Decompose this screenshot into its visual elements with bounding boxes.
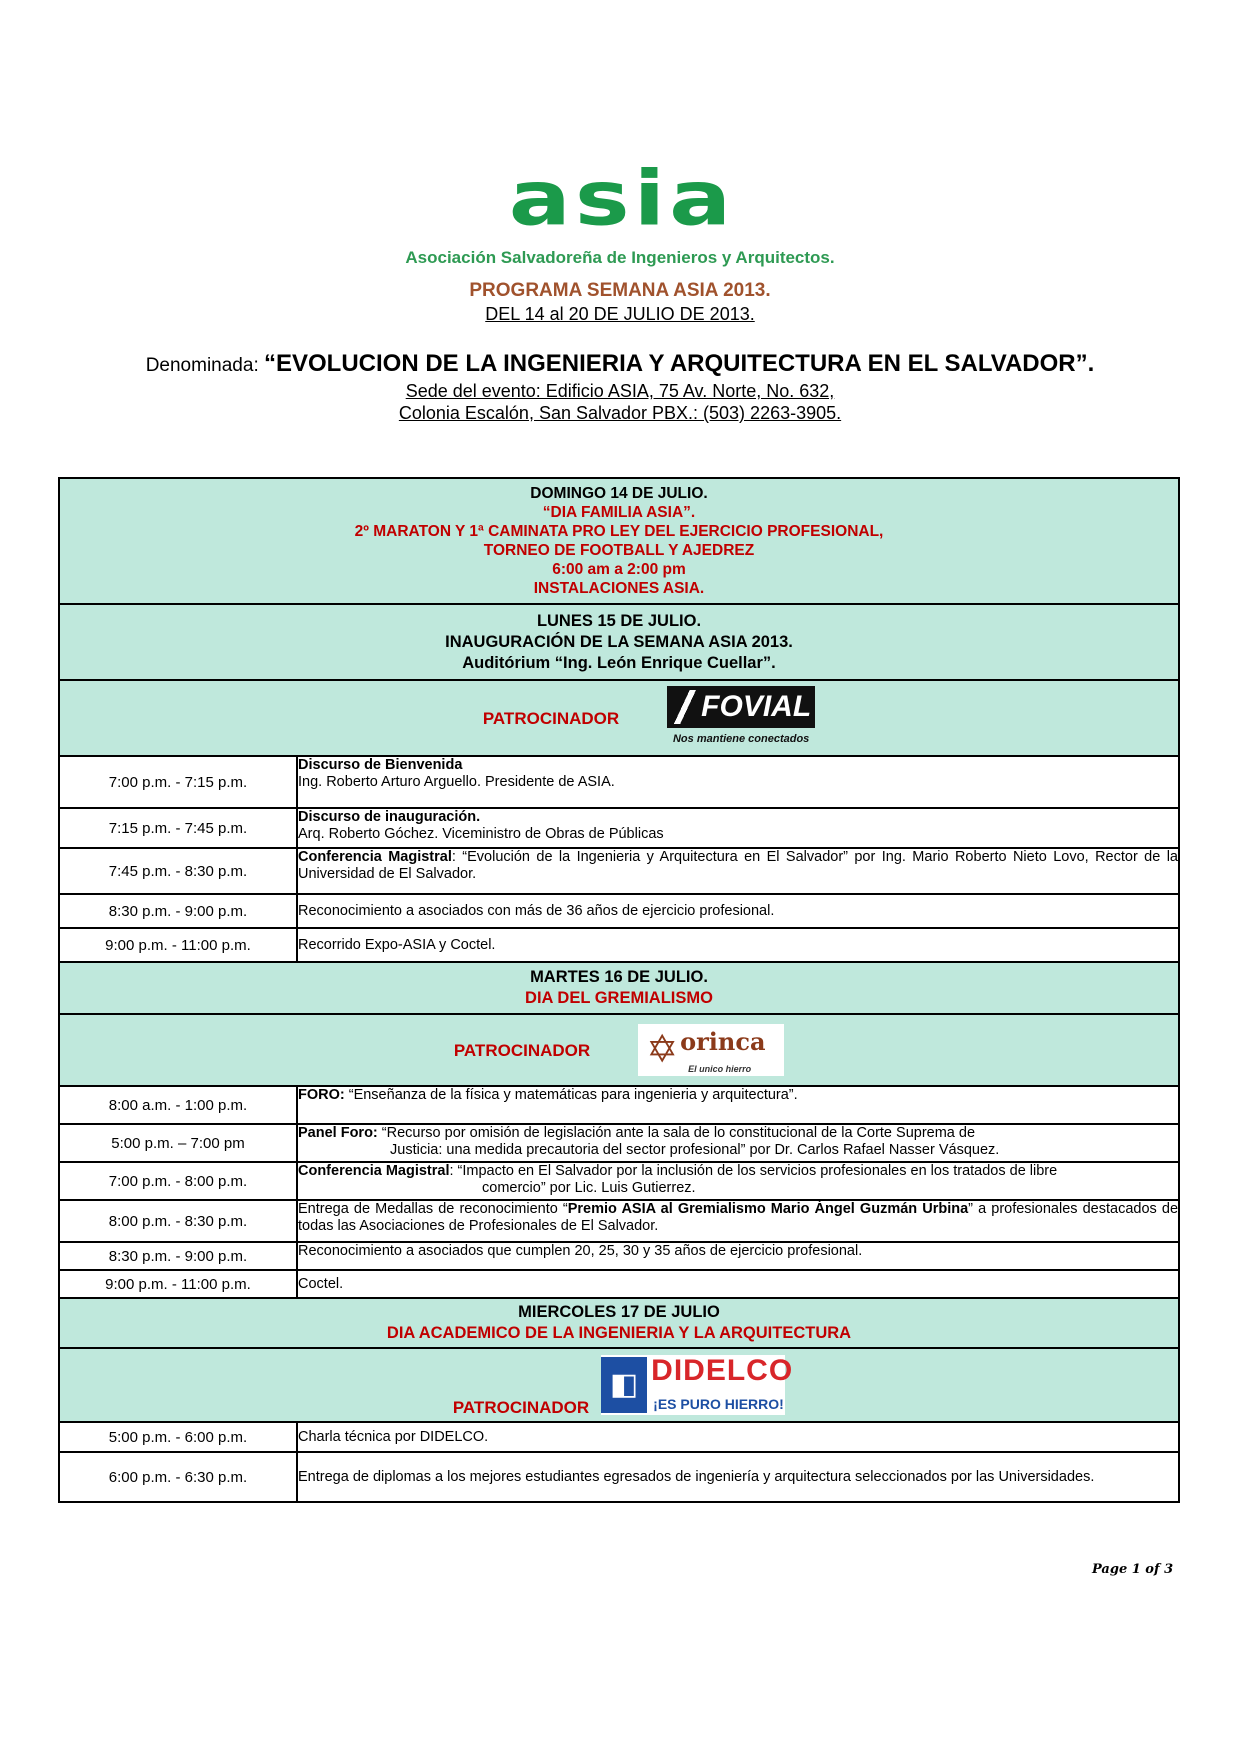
table-row: [59, 1452, 1179, 1502]
wednesday-sponsor: [59, 1348, 1179, 1422]
row-description: [297, 756, 1179, 808]
table-row: [59, 1124, 1179, 1162]
row-time: 8:00 a.m. - 1:00 p.m.: [59, 1086, 297, 1124]
corinca-tagline: El unico hierro: [688, 1064, 752, 1074]
sunday-hours: 6:00 am a 2:00 pm: [552, 561, 686, 578]
didelco-logo: [601, 1354, 794, 1415]
table-row: [59, 1200, 1179, 1242]
row-text: Ing. Roberto Arturo Arguello. Presidente de ASIA.: [298, 774, 615, 790]
wednesday-theme: DIA ACADEMICO DE LA INGENIERIA Y LA ARQUITECTURA: [386, 1324, 852, 1342]
venue-line-2: Colonia Escalón, San Salvador PBX.: (503) 2263-3905.: [398, 403, 842, 423]
row-description: Entrega de diplomas a los mejores estudiantes egresados de ingeniería y arquitectura seleccionados por las Universidades.: [297, 1452, 1179, 1502]
row-text: : “Impacto en El Salvador por la inclusión de los servicios profesionales en los tratados de libre: [449, 1163, 1058, 1179]
row-description: [297, 1162, 1179, 1200]
row-title: Discurso de Bienvenida: [298, 757, 463, 773]
row-text-continued: Justicia: una medida precautoria del sector profesional” por Dr. Carlos Rafael Nasser Vásquez.: [390, 1142, 1000, 1158]
table-row: [59, 848, 1179, 894]
sunday-header: [59, 478, 1179, 604]
wednesday-day: MIERCOLES 17 DE JULIO: [518, 1303, 720, 1321]
row-text-continued: comercio” por Lic. Luis Gutierrez.: [482, 1180, 696, 1196]
didelco-tagline: ¡ES PURO HIERRO!: [653, 1396, 784, 1412]
tuesday-header: [59, 962, 1179, 1014]
row-description: Recorrido Expo-ASIA y Coctel.: [297, 928, 1179, 962]
sponsor-label: PATROCINADOR: [453, 1040, 591, 1060]
program-table: [58, 477, 1180, 1503]
table-row: [59, 928, 1179, 962]
row-time: 7:15 p.m. - 7:45 p.m.: [59, 808, 297, 848]
sunday-header-row: [59, 478, 1179, 604]
table-row: [59, 1162, 1179, 1200]
row-time: 5:00 p.m. - 6:00 p.m.: [59, 1422, 297, 1452]
row-text: Entrega de Medallas de reconocimiento “: [298, 1201, 568, 1217]
venue-line-1: Sede del evento: Edificio ASIA, 75 Av. Norte, No. 632,: [405, 381, 835, 401]
fovial-logo-text: FOVIAL: [701, 690, 812, 723]
row-time: 7:00 p.m. - 7:15 p.m.: [59, 756, 297, 808]
row-text-continued: ” a profesionales destacados de todas las Asociaciones de Profesionales de El Salvador.: [298, 1201, 1179, 1234]
table-row: [59, 808, 1179, 848]
table-row: [59, 1086, 1179, 1124]
row-description: Coctel.: [297, 1270, 1179, 1298]
row-title: FORO:: [298, 1087, 345, 1103]
row-description: Reconocimiento a asociados que cumplen 20, 25, 30 y 35 años de ejercicio profesional.: [297, 1242, 1179, 1270]
row-text: “Recurso por omisión de legislación ante la sala de lo constitucional de la Corte Suprema de: [377, 1125, 976, 1141]
program-dates: DEL 14 al 20 DE JULIO DE 2013.: [485, 304, 755, 324]
monday-venue: Auditórium “Ing. León Enrique Cuellar”.: [462, 653, 776, 672]
row-description: [297, 1086, 1179, 1124]
row-text: “Enseñanza de la física y matemáticas para ingenieria y arquitectura”.: [344, 1087, 798, 1103]
table-row: [59, 894, 1179, 928]
didelco-figure-icon: ◧: [601, 1357, 647, 1413]
row-description: Reconocimiento a asociados con más de 36 años de ejercicio profesional.: [297, 894, 1179, 928]
table-row: [59, 1242, 1179, 1270]
page-number: Page 1 of 3: [1092, 1562, 1174, 1577]
row-time: 9:00 p.m. - 11:00 p.m.: [59, 1270, 297, 1298]
table-row: [59, 756, 1179, 808]
row-title: Conferencia Magistral: [298, 1163, 450, 1179]
table-row: [59, 1270, 1179, 1298]
sponsor-label: PATROCINADOR: [482, 708, 620, 728]
row-time: 8:00 p.m. - 8:30 p.m.: [59, 1200, 297, 1242]
row-time: 9:00 p.m. - 11:00 p.m.: [59, 928, 297, 962]
row-title: Conferencia Magistral: [298, 849, 452, 865]
row-text: : “Evolución de la Ingenieria y Arquitectura en El Salvador” por Ing. Mario Roberto Nieto Lovo, Rector de la Universidad de El Salvador.: [298, 849, 1178, 882]
wednesday-sponsor-row: [59, 1348, 1179, 1422]
sponsor-label: PATROCINADOR: [452, 1398, 590, 1417]
tuesday-sponsor: [59, 1014, 1179, 1086]
row-description: [297, 848, 1179, 894]
wednesday-header: [59, 1298, 1179, 1348]
didelco-logo-text: DIDELCO: [651, 1354, 794, 1387]
denomination: [0, 350, 1240, 378]
fovial-tagline: Nos mantiene conectados: [672, 733, 810, 745]
row-time: 7:45 p.m. - 8:30 p.m.: [59, 848, 297, 894]
row-description: [297, 808, 1179, 848]
sunday-event-2: TORNEO DE FOOTBALL Y AJEDREZ: [483, 542, 755, 559]
row-award-name: Premio ASIA al Gremialismo Mario Ángel Guzmán Urbina: [567, 1201, 969, 1217]
row-time: 7:00 p.m. - 8:00 p.m.: [59, 1162, 297, 1200]
corinca-logo: [638, 1024, 784, 1076]
venue: [0, 380, 1240, 424]
sunday-theme: “DIA FAMILIA ASIA”.: [542, 504, 696, 521]
denomination-title: “EVOLUCION DE LA INGENIERIA Y ARQUITECTURA EN EL SALVADOR”.: [264, 350, 1095, 377]
tuesday-day: MARTES 16 DE JULIO.: [530, 968, 708, 986]
fovial-slash-icon: [673, 690, 699, 724]
monday-header: [59, 604, 1179, 680]
monday-sponsor: [59, 680, 1179, 756]
row-title: Discurso de inauguración.: [298, 809, 481, 825]
monday-day: LUNES 15 DE JULIO.: [536, 611, 702, 630]
sunday-day: DOMINGO 14 DE JULIO.: [530, 485, 708, 502]
fovial-logo: [667, 686, 815, 750]
row-time: 8:30 p.m. - 9:00 p.m.: [59, 1242, 297, 1270]
sunday-event-1: 2º MARATON Y 1ª CAMINATA PRO LEY DEL EJERCICIO PROFESIONAL,: [354, 523, 884, 540]
row-time: 6:00 p.m. - 6:30 p.m.: [59, 1452, 297, 1502]
row-description: [297, 1124, 1179, 1162]
row-description: Charla técnica por DIDELCO.: [297, 1422, 1179, 1452]
monday-sponsor-row: [59, 680, 1179, 756]
row-title: Panel Foro:: [298, 1125, 378, 1141]
row-text: Arq. Roberto Góchez. Viceministro de Obras de Públicas: [298, 826, 664, 842]
program-title: PROGRAMA SEMANA ASIA 2013.: [469, 280, 771, 301]
corinca-logo-text: orinca: [680, 1027, 766, 1056]
monday-theme: INAUGURACIÓN DE LA SEMANA ASIA 2013.: [445, 632, 793, 651]
tuesday-theme: DIA DEL GREMIALISMO: [525, 989, 713, 1007]
wednesday-header-row: [59, 1298, 1179, 1348]
row-time: 8:30 p.m. - 9:00 p.m.: [59, 894, 297, 928]
table-row: [59, 1422, 1179, 1452]
row-time: 5:00 p.m. – 7:00 pm: [59, 1124, 297, 1162]
monday-header-row: [59, 604, 1179, 680]
asia-logo-text: asia: [508, 154, 736, 243]
asia-logo: [448, 154, 796, 243]
denomination-label: Denominada:: [145, 355, 264, 376]
corinca-star-icon: ✡: [646, 1029, 679, 1071]
tuesday-header-row: [59, 962, 1179, 1014]
org-name: Asociación Salvadoreña de Ingenieros y Arquitectos.: [405, 248, 835, 267]
sunday-location: INSTALACIONES ASIA.: [533, 580, 705, 597]
row-description: [297, 1200, 1179, 1242]
tuesday-sponsor-row: [59, 1014, 1179, 1086]
